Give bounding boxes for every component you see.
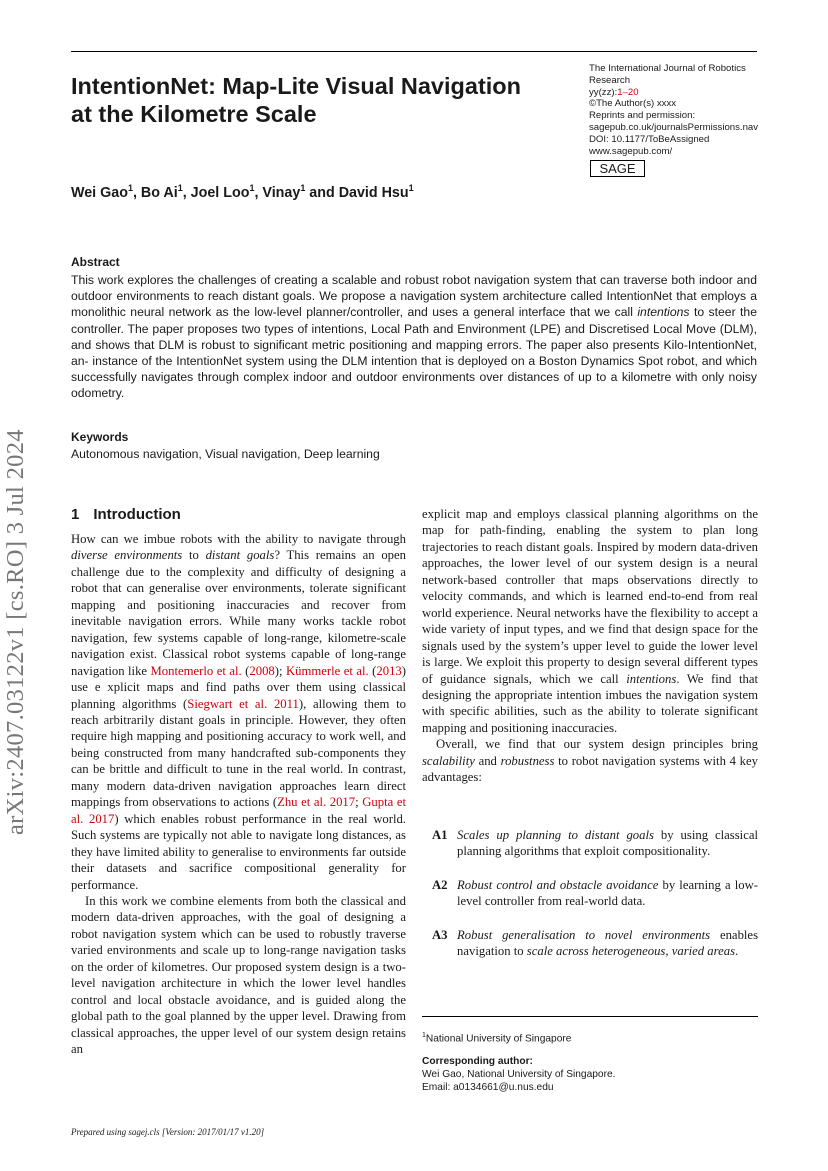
corresponding-author <box>422 1055 758 1094</box>
author-affiliation-mark: 1 <box>249 183 255 193</box>
author-affiliation-mark: 1 <box>300 183 306 193</box>
journal-info <box>589 63 759 157</box>
doi: DOI: 10.1177/ToBeAssigned <box>589 133 710 145</box>
intro-paragraph-3 <box>422 506 758 736</box>
text-run: . <box>735 944 739 959</box>
keywords-heading: Keywords <box>71 430 129 444</box>
abstract-emphasis: intentions <box>637 305 690 320</box>
affiliation-footnote: $^1$National University of Singapore <box>422 1032 572 1045</box>
arxiv-margin-stamp[interactable]: arXiv:2407.03122v1 [cs.RO] 3 Jul 2024 <box>2 429 29 835</box>
journal-website: www.sagepub.com/ <box>589 145 673 157</box>
author-separator: and <box>305 184 339 201</box>
advantage-text <box>457 927 758 960</box>
emphasis: intentions <box>626 671 677 686</box>
text-run: ); <box>274 663 286 678</box>
corresponding-email: Email: a0134661@u.nus.edu <box>422 1082 554 1093</box>
emphasis: Robust control and obstacle avoidance <box>457 878 659 892</box>
author-name: Wei Gao <box>71 184 128 201</box>
author-name: Bo Ai <box>140 184 178 201</box>
text-run: ( <box>241 663 250 678</box>
footnote-rule <box>422 1016 758 1017</box>
text-run: ) use e xplicit maps and find paths over them using classical planning algorithms ( <box>71 663 406 711</box>
citation-link[interactable]: Siegwart et al. 2011 <box>187 696 299 711</box>
advantage-item <box>432 927 758 960</box>
text-run: . We find that designing the appropriate intention imbues the navigation system with specific abilities, such as the ability to tolerate significant mapping and positioning inaccuracies. <box>422 671 758 735</box>
advantage-label: A3 <box>432 928 448 942</box>
page-range-link[interactable]: 1–20 <box>617 86 639 98</box>
advantage-text <box>457 827 758 860</box>
text-run: and <box>474 753 501 768</box>
citation-link[interactable]: Kümmerle et al. <box>286 663 369 678</box>
intro-paragraph-1 <box>71 531 406 893</box>
journal-volume: yy(zz):1–20 <box>589 86 639 98</box>
title-line-2: at the Kilometre Scale <box>71 101 317 127</box>
emphasis: Robust generalisation to novel environments <box>457 928 711 942</box>
author-list <box>71 183 414 201</box>
text-run: to <box>182 548 206 563</box>
paper-title <box>71 72 561 128</box>
cls-link[interactable]: sagej.cls <box>128 1127 160 1137</box>
sage-logo: SAGE <box>590 160 645 177</box>
citation-link[interactable]: 2008 <box>249 663 275 678</box>
corresponding-heading: Corresponding author: <box>422 1056 533 1067</box>
intro-paragraph-4 <box>422 736 758 785</box>
citation-link[interactable]: Zhu et al. 2017 <box>277 795 356 810</box>
text-run: ? This remains an open challenge due to the complexity and difficulty of designing a robot that can generalise over environments, tolerate significant mapping and positioning inaccuracies and recover from inevitable navigation errors. While many works tackle robot navigation, few systems capable of long-range, kilometre-scale navigation exist. Classical robot systems capable of long-range navigation like <box>71 548 406 678</box>
top-rule <box>71 51 757 52</box>
text-run: How can we imbue robots with the ability to navigate through <box>71 532 406 546</box>
emphasis: robustness <box>500 753 555 768</box>
page-footer: Prepared using sagej.cls [Version: 2017/01/17 v1.20] <box>71 1127 265 1137</box>
author-name: David Hsu <box>338 184 409 201</box>
corresponding-name: Wei Gao, National University of Singapore. <box>422 1069 616 1080</box>
reprints-url: sagepub.co.uk/journalsPermissions.nav <box>589 121 759 133</box>
advantage-label: A1 <box>432 828 448 842</box>
title-line-1: IntentionNet: Map-Lite Visual Navigation <box>71 73 522 99</box>
reprints-label: Reprints and permission: <box>589 110 696 122</box>
author-name: Vinay <box>262 184 301 201</box>
text-run: by using classical planning algorithms that exploit compositionality. <box>457 828 758 859</box>
citation-link[interactable]: 2013 <box>376 663 402 678</box>
abstract-body: This work explores the challenges of creating a scalable and robust robot navigation system that can traverse both indoor and outdoor environments to reach distant goals. We propose a navigation system architecture called IntentionNet that employs a monolithic neural network as the low-level planner/controller, and uses a general interface that we call intentions to steer the controller. The paper proposes two types of intentions, Local Path and Environment (LPE) and Discretised Local Move (DLM), and shows that DLM is robust to significant metric positioning and mapping errors. The paper also presents Kilo-IntentionNet, an- instance of the IntentionNet system using the DLM intention that is deployed on a Boston Dynamics Spot robot, and which successfully navigates through complex indoor and outdoor environments over distances of up to a kilometre with only noisy odometry. <box>71 273 757 401</box>
emphasis: diverse environments <box>71 548 183 563</box>
affiliation-mark: 1 <box>422 1032 426 1039</box>
author-name: Joel Loo <box>190 184 250 201</box>
right-column <box>422 506 758 786</box>
text-run: explicit map and employs classical planning algorithms on the map for path-finding, enabling the system to plan long trajectories to reach distant goals. Inspired by modern data-driven approaches, the lower level of our system design is a neural network-based controller that maps observations directly to velocity commands, and which is learned end-to-end from real world experience. Neural networks have the flexibility to accept a wide variety of input types, and we find that design space for the signals used by the system’s upper level to guide the lower level is large. We exploit this property to design several different types of guidance signals, which we call <box>422 507 758 686</box>
text-run: to robot navigation systems with 4 key advantages: <box>422 753 758 785</box>
emphasis: distant goals <box>205 548 275 563</box>
copyright: ©The Author(s) xxxx <box>589 98 677 110</box>
abstract-heading: Abstract <box>71 255 120 269</box>
advantage-label: A2 <box>432 878 448 892</box>
emphasis: scalability <box>422 753 475 768</box>
text-run: ), allowing them to reach arbitrarily distant goals in principle. However, they often require high mapping and positioning accuracy to work well, and being constructed from many handcrafted sub-components they can be brittle and difficult to tune in the real world. In contrast, many modern data-driven navigation approaches learn direct mappings from observations to actions ( <box>71 696 406 810</box>
section-heading-introduction <box>71 506 181 523</box>
emphasis: scale across heterogeneous, varied areas <box>526 944 736 959</box>
text-run: ) which enables robust performance in the real world. Such systems are typically not able to navigate long distances, as they have limited ability to generalise to environments far outside their datasets and sacrifice compositional generality for performance. <box>71 811 406 892</box>
text-run: ; <box>355 795 363 810</box>
author-affiliation-mark: 1 <box>127 183 133 193</box>
text-run: by learning a low-level controller from real-world data. <box>457 878 758 909</box>
left-column <box>71 531 406 1058</box>
author-separator: , <box>182 184 191 201</box>
advantage-item <box>432 827 758 860</box>
citation-link[interactable]: Montemerlo et al. <box>150 663 242 678</box>
text-run: enables navigation to <box>457 928 759 959</box>
citation-link[interactable]: Gupta et al. 2017 <box>71 795 406 826</box>
author-separator: , <box>254 184 263 201</box>
text-run: ( <box>368 663 377 678</box>
author-affiliation-mark: 1 <box>177 183 183 193</box>
advantage-text <box>457 877 758 910</box>
advantage-item <box>432 877 758 910</box>
keywords-text: Autonomous navigation, Visual navigation, Deep learning <box>71 447 380 461</box>
section-number: 1 <box>71 506 80 523</box>
intro-paragraph-2: In this work we combine elements from both the classical and modern data-driven approaches, with the goal of designing a robot navigation system which can be used to robustly traverse varied environments and scale up to long-range navigation tasks on the order of kilometres. Our proposed system design is a two-level navigation architecture in which the lower level handles control and local obstacle avoidance, and is guided along the global path to the goal planned by the upper level. Drawing from classical approaches, the upper level of our system design retains an <box>71 893 406 1057</box>
journal-name-line-2: Research <box>589 74 631 86</box>
section-title: Introduction <box>93 506 181 523</box>
emphasis: Scales up planning to distant goals <box>457 828 654 842</box>
author-affiliation-mark: 1 <box>408 183 414 193</box>
author-separator: , <box>132 184 141 201</box>
text-run: Overall, we find that our system design principles bring <box>436 737 758 752</box>
journal-name-line-1: The International Journal of Robotics <box>589 63 746 74</box>
